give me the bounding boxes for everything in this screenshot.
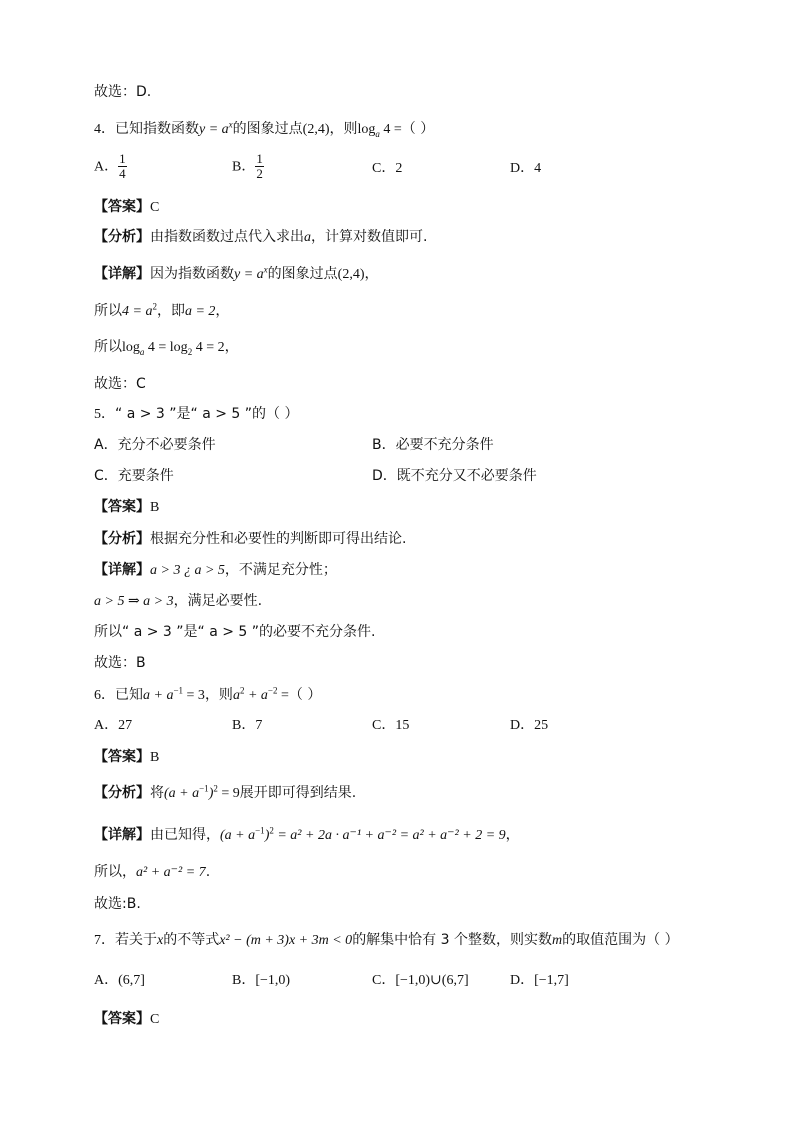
q6-stem [94,686,734,705]
q5-step-2: 所以“ a > 3 ”是“ a > 5 ”的必要不充分条件. [94,624,376,640]
fraction [118,152,127,181]
detail-text: ，不满足充分性； [224,562,337,578]
detail-expression: (a + a [220,828,256,843]
q4-option-d: D．4 [510,161,542,176]
q4-analysis [94,228,734,247]
q4-function-exponent: x [228,119,233,130]
analysis-expression: ) [208,786,214,801]
analysis-text: 根据充分性和必要性的判断即可得出结论. [150,531,407,547]
option-label: B． [232,159,256,175]
detail-function: y = a [234,267,264,282]
detail-text: 由已知得， [150,827,220,843]
answer-tag: 【答案】 [94,199,150,215]
detail-point: (2,4) [337,267,365,282]
q4-stem-text: 已知指数函数 [115,121,199,137]
analysis-tag: 【分析】 [94,531,150,547]
q5-step-1 [94,592,734,611]
q4-blank: （ ） [401,121,435,137]
step-equation: a = 2 [184,304,216,319]
step-log: 4 = log [144,340,188,355]
analysis-text: 展开即可得到结果. [239,785,357,801]
q6-answer [94,748,734,767]
q5-answer [94,498,734,517]
q7-number: 7． [94,933,115,948]
q6-conclusion: 故选:B. [94,896,141,912]
detail-expression: ) [264,828,270,843]
q6-exponent: 2 [239,685,245,696]
q6-detail [94,826,734,845]
analysis-text: 将 [150,785,164,801]
detail-tag: 【详解】 [94,266,150,282]
detail-text: 的图象过点 [267,266,338,282]
q6-step-1 [94,863,734,882]
detail-expression: a > 3 ¿ a > 5 [150,563,225,578]
step-text: 所以 [94,339,122,355]
q7-stem-text: 若关于 [115,932,157,948]
answer-tag: 【答案】 [94,749,150,765]
q5-stem-text: “ a > 3 ”是“ a > 5 ”的（ ） [115,406,299,422]
detail-exponent: x [263,264,268,275]
answer-tag: 【答案】 [94,499,150,515]
q6-number: 6． [94,688,115,703]
q5-analysis [94,530,734,548]
q4-log-value: 4 = [379,122,402,137]
analysis-tag: 【分析】 [94,229,150,245]
analysis-tag: 【分析】 [94,785,150,801]
q6-stem-text: ，则 [204,687,233,703]
q4-detail [94,265,734,284]
step-log-base: a [139,346,145,357]
q5-option-d: D．既不充分又不必要条件 [372,468,537,484]
q5-conclusion: 故选：B [94,655,146,671]
fraction [255,152,264,181]
q7-option-c: C．[−1,0)∪(6,7] [372,973,469,988]
detail-tag: 【详解】 [94,827,150,843]
q3-conclusion: 故选：D. [94,84,152,100]
q4-log: log [357,122,376,137]
denominator: 4 [119,166,126,181]
q5-detail [94,561,734,580]
step-exponent: 2 [152,301,157,312]
q6-stem-text: 已知 [115,687,143,703]
q6-expression: a [232,688,240,703]
q6-option-d: D．25 [510,718,549,733]
q7-option-a: A．(6,7] [94,973,145,988]
detail-tag: 【详解】 [94,562,150,578]
q7-option-d: D．[−1,7] [510,973,569,988]
q4-number: 4． [94,122,115,137]
q6-exponent: −2 [267,685,278,696]
answer-value: B [150,750,160,765]
analysis-expression: (a + a [164,786,200,801]
q7-stem-text: 的不等式 [163,932,220,948]
q6-equation: a + a [143,688,174,703]
denominator: 2 [256,166,263,181]
q6-equation: = 3 [183,688,205,703]
analysis-exponent: −1 [199,783,209,794]
q7-option-b: B．[−1,0) [232,973,291,988]
detail-text: ， [364,266,379,282]
detail-expression: = a² + 2a · a⁻¹ + a⁻² = a² + a⁻² + 2 = 9 [273,828,506,843]
detail-exponent: −1 [255,825,265,836]
step-log-base: 2 [187,346,193,357]
numerator: 1 [256,151,263,166]
step-equation: 4 = a [122,304,153,319]
q6-option-c: C．15 [372,718,410,733]
q4-stem-text: ，则 [329,121,358,137]
q4-point: (2,4) [302,122,330,137]
answer-value: C [150,200,160,215]
q4-log-base: a [375,128,380,139]
q7-stem-text: 的取值范围为（ ） [562,932,679,948]
q7-variable: m [552,933,563,948]
q6-exponent: −1 [173,685,184,696]
step-expression: a² + a⁻² = 7 [136,865,206,880]
q5-option-b: B．必要不充分条件 [372,437,494,453]
step-text: ， [224,339,239,355]
q6-option-b: B．7 [232,718,263,733]
q6-option-a: A．27 [94,718,133,733]
q7-inequality: x² − (m + 3)x + 3m < 0 [219,933,353,948]
detail-exponent: 2 [269,825,274,836]
q4-step-1 [94,302,734,321]
step-result: 4 = 2 [192,340,225,355]
q7-stem-text: 的解集中恰有 3 个整数，则实数 [352,932,552,948]
option-label: A． [94,159,119,175]
step-log: log [122,340,140,355]
q4-step-2 [94,338,734,357]
step-expression: a > 5 ⇒ a > 3 [94,594,174,609]
answer-value: C [150,1012,160,1027]
answer-value: B [150,500,160,515]
step-text: ， [215,303,230,319]
detail-text: 因为指数函数 [150,266,234,282]
detail-text: ， [505,827,520,843]
q6-blank: （ ） [288,687,322,703]
q4-answer [94,198,734,217]
step-text: ，即 [156,303,185,319]
q7-variable: x [157,933,164,948]
analysis-variable: a [304,230,311,245]
step-text: 所以， [94,864,136,880]
q6-analysis [94,784,734,803]
q5-number: 5． [94,407,115,422]
numerator: 1 [119,151,126,166]
q4-conclusion: 故选：C [94,376,146,392]
step-text: 所以 [94,303,122,319]
analysis-text: ，计算对数值即可. [311,229,428,245]
q6-expression: = [277,688,289,703]
q4-stem [94,120,734,139]
q4-option-c: C．2 [372,161,403,176]
q4-option-b [232,152,264,181]
analysis-equation: = 9 [217,786,240,801]
q7-stem [94,931,734,950]
q5-stem [94,405,734,424]
q4-function: y = a [199,122,229,137]
q4-stem-text: 的图象过点 [232,121,303,137]
q6-expression: + a [244,688,268,703]
q4-option-a [94,152,127,181]
analysis-text: 由指数函数过点代入求出 [150,229,304,245]
step-text: ，满足必要性. [173,593,263,609]
answer-tag: 【答案】 [94,1011,150,1027]
analysis-exponent: 2 [213,783,218,794]
q5-option-a: A．充分不必要条件 [94,437,216,453]
step-text: . [205,864,211,880]
q5-option-c: C．充要条件 [94,468,174,484]
q7-answer [94,1010,734,1029]
